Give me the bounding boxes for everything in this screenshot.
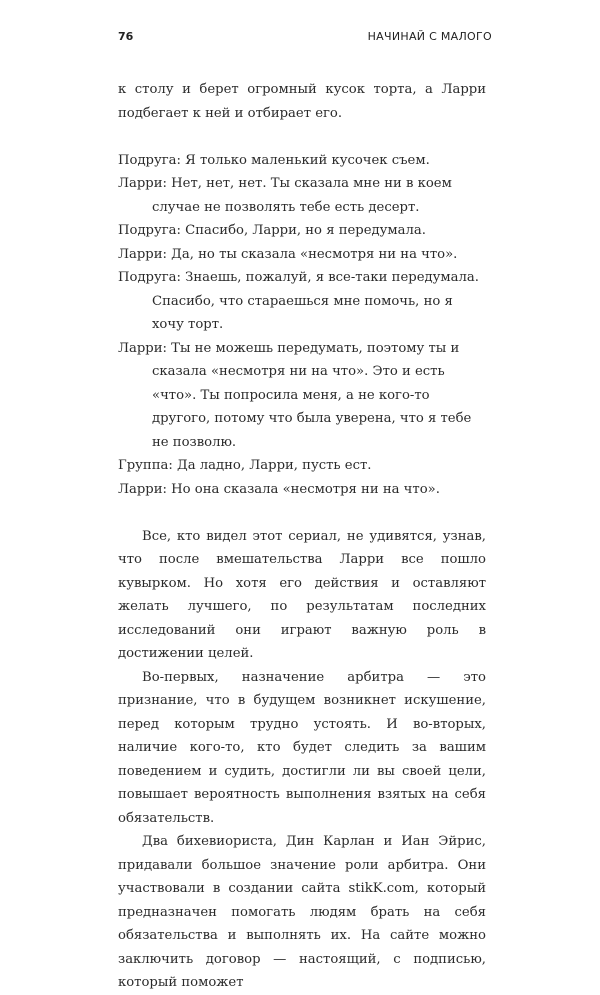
dialogue-block — [118, 149, 486, 502]
dialogue-line: Группа: Да ладно, Ларри, пусть ест. — [118, 458, 372, 473]
dialogue-line: Подруга: Знаешь, пожалуй, я все-таки передумала. Спасибо, что стараешься мне помочь, но я хочу торт. — [118, 270, 479, 332]
section-gap — [118, 501, 486, 525]
page-header — [118, 30, 492, 43]
body-paragraph: Во-первых, назначение арбитра — это признание, что в будущем возникнет искушение, перед которым трудно устоять. И во-вторых, наличие кого-то, кто будет следить за вашим поведением и судить, достигли ли вы своей цели, повышает вероятность выполнения взятых на себя обязательств. — [118, 669, 486, 826]
dialogue-line: Ларри: Ты не можешь передумать, поэтому ты и сказала «несмотря ни на что». Это и есть «что». Ты попросила меня, а не кого-то другого, потому что была уверена, что я тебе не позволю. — [118, 340, 472, 450]
dialogue-line: Подруга: Я только маленький кусочек съем. — [118, 152, 430, 168]
body-paragraph: Все, кто видел этот сериал, не удивятся, узнав, что после вмешательства Ларри все пошло кувырком. Но хотя его действия и оставляют желать лучшего, по результатам последних исследований они играют важную роль в достижении целей. — [118, 528, 486, 661]
dialogue-line: Подруга: Спасибо, Ларри, но я передумала. — [118, 223, 426, 238]
dialogue-line: Ларри: Но она сказала «несмотря ни на что». — [118, 481, 440, 497]
running-title: НАЧИНАЙ С МАЛОГО — [367, 30, 492, 43]
body-paragraph: Два бихевиориста, Дин Карлан и Иан Эйрис, придавали большое значение роли арбитра. Они участвовали в создании сайта stikK.com, который предназначен помогать людям брать на себя обязательства и выполнять их. На сайте можно заключить договор — настоящий, с подписью, который поможет — [118, 834, 486, 990]
intro-paragraph: к столу и берет огромный кусок торта, а Ларри подбегает к ней и отбирает его. — [118, 82, 486, 121]
section-gap — [118, 125, 486, 149]
page-body — [118, 78, 486, 995]
page-number: 76 — [118, 30, 134, 43]
dialogue-line: Ларри: Нет, нет, нет. Ты сказала мне ни в коем случае не позволять тебе есть десерт. — [118, 176, 452, 215]
dialogue-line: Ларри: Да, но ты сказала «несмотря ни на что». — [118, 246, 458, 262]
